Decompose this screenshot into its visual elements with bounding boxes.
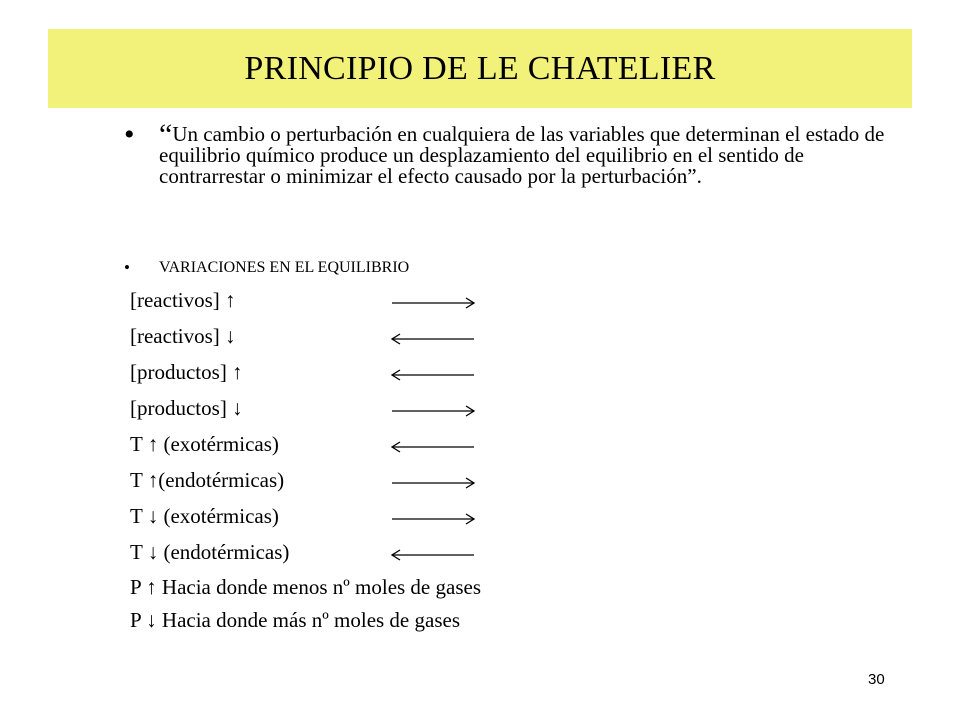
arrow-right-icon <box>390 404 476 418</box>
variation-row <box>0 360 960 394</box>
variation-row <box>0 432 960 466</box>
title-banner <box>48 29 912 108</box>
variations-heading: VARIACIONES EN EL EQUILIBRIO <box>159 259 410 276</box>
variation-row <box>0 540 960 574</box>
open-quote-mark: “ <box>159 118 173 151</box>
variation-row <box>0 288 960 322</box>
variation-row <box>0 575 960 609</box>
variation-row <box>0 608 960 642</box>
le-chatelier-statement <box>159 118 899 188</box>
variation-label: P ↑ Hacia donde menos nº moles de gases <box>130 575 481 599</box>
slide-title: PRINCIPIO DE LE CHATELIER <box>244 49 716 87</box>
arrow-left-icon <box>390 548 476 562</box>
variation-label: [productos] ↑ <box>130 360 243 384</box>
variation-label: T ↓ (exotérmicas) <box>130 504 279 528</box>
page-number: 30 <box>868 671 885 688</box>
variation-label: [productos] ↓ <box>130 396 243 420</box>
variation-row <box>0 468 960 502</box>
bullet-icon: • <box>124 118 135 151</box>
arrow-right-icon <box>390 476 476 490</box>
variation-label: T ↑ (exotérmicas) <box>130 432 279 456</box>
variation-label: T ↓ (endotérmicas) <box>130 540 290 564</box>
variation-row <box>0 324 960 358</box>
variation-label: P ↓ Hacia donde más nº moles de gases <box>130 608 460 632</box>
variation-row <box>0 396 960 430</box>
variation-label: T ↑(endotérmicas) <box>130 468 285 492</box>
arrow-left-icon <box>390 440 476 454</box>
arrow-left-icon <box>390 332 476 346</box>
variation-row <box>0 504 960 538</box>
arrow-right-icon <box>390 512 476 526</box>
bullet-icon: • <box>124 258 130 277</box>
arrow-right-icon <box>390 296 476 310</box>
variation-label: [reactivos] ↑ <box>130 288 236 312</box>
variation-label: [reactivos] ↓ <box>130 324 236 348</box>
statement-text: Un cambio o perturbación en cualquiera de las variables que determinan el estado de equilibrio químico produce un desplazamiento del equilibrio en el sentido de contrarrestar o minimizar el efecto causado por la perturbación”. <box>159 122 885 188</box>
arrow-left-icon <box>390 368 476 382</box>
